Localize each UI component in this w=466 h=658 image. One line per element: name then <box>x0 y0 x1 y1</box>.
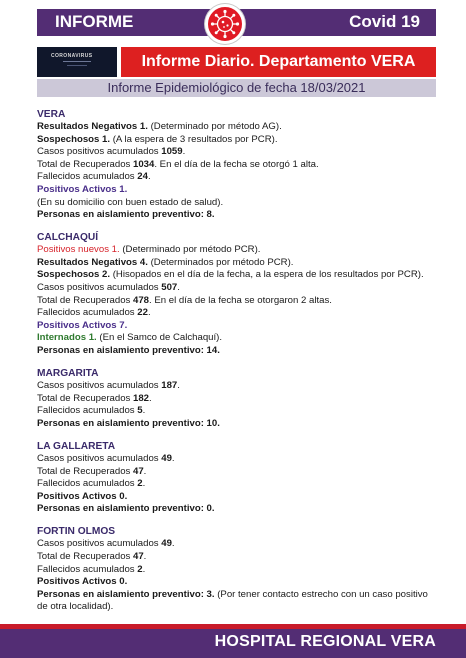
deceased-line: Fallecidos acumulados 5. <box>37 405 146 417</box>
deceased-label: Fallecidos acumulados <box>37 405 138 417</box>
section-title: VERA <box>37 109 66 120</box>
section-vera <box>37 108 439 222</box>
cumulative-cases-label: Casos positivos acumulados <box>37 282 162 294</box>
section-title: MARGARITA <box>37 368 99 380</box>
cumulative-cases-value: 507 <box>161 282 178 294</box>
hospitalized-label: Internados 1. <box>37 332 97 344</box>
isolation-line: Personas en aislamiento preventivo: 8. <box>37 209 215 221</box>
active-positives-note: (En su domicilio con buen estado de salud). <box>37 196 224 208</box>
recovered-line: Total de Recuperados 182. <box>37 392 152 404</box>
new-positives-note: (Determinado por método PCR). <box>119 244 261 256</box>
negative-results-label: Resultados Negativos 1. <box>37 121 148 132</box>
hospitalized-note: (En el Samco de Calchaquí). <box>96 332 223 344</box>
negative-results-line <box>37 257 439 270</box>
header-left-label: INFORME <box>55 12 134 31</box>
cumulative-cases-label: Casos positivos acumulados <box>37 452 162 464</box>
cumulative-cases-value: 1059 <box>161 146 183 158</box>
deceased-line: Fallecidos acumulados 2. <box>37 563 146 575</box>
section-title: LA GALLARETA <box>37 440 116 452</box>
recovered-line: Total de Recuperados 47. <box>37 551 147 563</box>
cumulative-cases-label: Casos positivos acumulados <box>37 380 162 392</box>
section-title: FORTIN OLMOS <box>37 526 116 538</box>
negative-results-line <box>37 121 439 134</box>
coronavirus-thumbnail <box>37 47 117 77</box>
cumulative-cases-value: 49 <box>161 538 172 550</box>
negative-results-note: (Determinado por método AG). <box>147 121 282 132</box>
deceased-label: Fallecidos acumulados <box>37 171 138 183</box>
isolation-line: Personas en aislamiento preventivo: 10. <box>37 417 220 429</box>
isolation-line: Personas en aislamiento preventivo: 14. <box>37 345 220 356</box>
deceased-value: 5 <box>137 405 143 417</box>
suspects-note: (A la espera de 3 resultados por PCR). <box>110 133 278 145</box>
recovered-value: 47 <box>133 551 144 563</box>
suspects-line <box>37 134 439 147</box>
isolation-label: Personas en aislamiento preventivo: 3. <box>37 588 215 600</box>
recovered-label: Total de Recuperados <box>37 294 133 306</box>
active-positives-label: Positivos Activos 0. <box>37 576 128 588</box>
recovered-label: Total de Recuperados <box>37 465 133 477</box>
cumulative-cases-line: Casos positivos acumulados 49. <box>37 538 175 550</box>
recovered-value: 1034 <box>133 158 155 170</box>
report-title-banner: Informe Diario. Departamento VERA <box>121 47 436 77</box>
footer-title: HOSPITAL REGIONAL VERA <box>214 633 436 650</box>
cumulative-cases-line: Casos positivos acumulados 187. <box>37 380 180 392</box>
report-content <box>37 108 439 624</box>
deceased-label: Fallecidos acumulados <box>37 563 138 575</box>
suspects-note: (Hisopados en el día de la fecha, a la espera de los resultados por PCR). <box>110 269 424 281</box>
deceased-line: Fallecidos acumulados 24. <box>37 171 151 183</box>
cumulative-cases-value: 49 <box>161 452 172 464</box>
deceased-label: Fallecidos acumulados <box>37 307 138 319</box>
recovered-note: . En el día de la fecha se otorgó 1 alta. <box>154 158 319 170</box>
negative-results-note: (Determinados por método PCR). <box>147 256 294 268</box>
suspects-label: Sospechosos 1. <box>37 133 111 145</box>
cumulative-cases-label: Casos positivos acumulados <box>37 146 162 158</box>
active-positives-label: Positivos Activos 1. <box>37 183 128 195</box>
recovered-value: 47 <box>133 465 144 477</box>
recovered-line <box>37 295 439 308</box>
new-positives-line <box>37 244 439 257</box>
section-calchaqui <box>37 231 439 357</box>
deceased-value: 24 <box>137 171 148 183</box>
deceased-value: 22 <box>137 307 148 319</box>
deceased-value: 2 <box>137 563 143 575</box>
recovered-value: 478 <box>133 294 150 306</box>
recovered-label: Total de Recuperados <box>37 551 133 563</box>
suspects-line <box>37 269 439 282</box>
recovered-line: Total de Recuperados 47. <box>37 465 147 477</box>
recovered-label: Total de Recuperados <box>37 158 133 170</box>
cumulative-cases-label: Casos positivos acumulados <box>37 538 162 550</box>
recovered-note: . En el día de la fecha se otorgaron 2 altas. <box>149 294 332 306</box>
section-fortin-olmos <box>37 525 439 614</box>
recovered-label: Total de Recuperados <box>37 392 133 404</box>
active-positives-label: Positivos Activos 7. <box>37 319 128 331</box>
thumbnail-divider <box>63 61 91 62</box>
recovered-line <box>37 159 439 172</box>
new-positives-label: Positivos nuevos 1. <box>37 244 120 256</box>
suspects-label: Sospechosos 2. <box>37 269 111 281</box>
deceased-line: Fallecidos acumulados 2. <box>37 478 146 490</box>
cumulative-cases-line: Casos positivos acumulados 49. <box>37 452 175 464</box>
section-la-gallareta <box>37 440 439 516</box>
active-positives-label: Positivos Activos 0. <box>37 490 128 502</box>
header-right-label: Covid 19 <box>349 12 420 31</box>
deceased-line: Fallecidos acumulados 22. <box>37 307 151 319</box>
cumulative-cases-line: Casos positivos acumulados 1059. <box>37 146 186 158</box>
coronavirus-icon <box>205 4 245 44</box>
hospitalized-line <box>37 332 439 345</box>
footer-red-stripe <box>0 624 466 629</box>
negative-results-label: Resultados Negativos 4. <box>37 256 148 268</box>
deceased-label: Fallecidos acumulados <box>37 478 138 490</box>
report-date-line: Informe Epidemiológico de fecha 18/03/2021 <box>37 79 436 97</box>
cumulative-cases-line: Casos positivos acumulados 507. <box>37 282 180 294</box>
recovered-value: 182 <box>133 392 150 404</box>
isolation-line <box>37 589 439 614</box>
section-margarita <box>37 367 439 430</box>
deceased-value: 2 <box>137 478 143 490</box>
isolation-line: Personas en aislamiento preventivo: 0. <box>37 503 215 515</box>
cumulative-cases-value: 187 <box>161 380 178 392</box>
section-title: CALCHAQUÍ <box>37 232 99 244</box>
thumbnail-divider-2 <box>67 65 87 66</box>
thumbnail-text: CORONAVIRUS <box>51 53 93 59</box>
isolation-note: (Por tener contacto estrecho con un caso positivo de otra localidad). <box>37 588 428 613</box>
footer-bar <box>0 624 466 658</box>
